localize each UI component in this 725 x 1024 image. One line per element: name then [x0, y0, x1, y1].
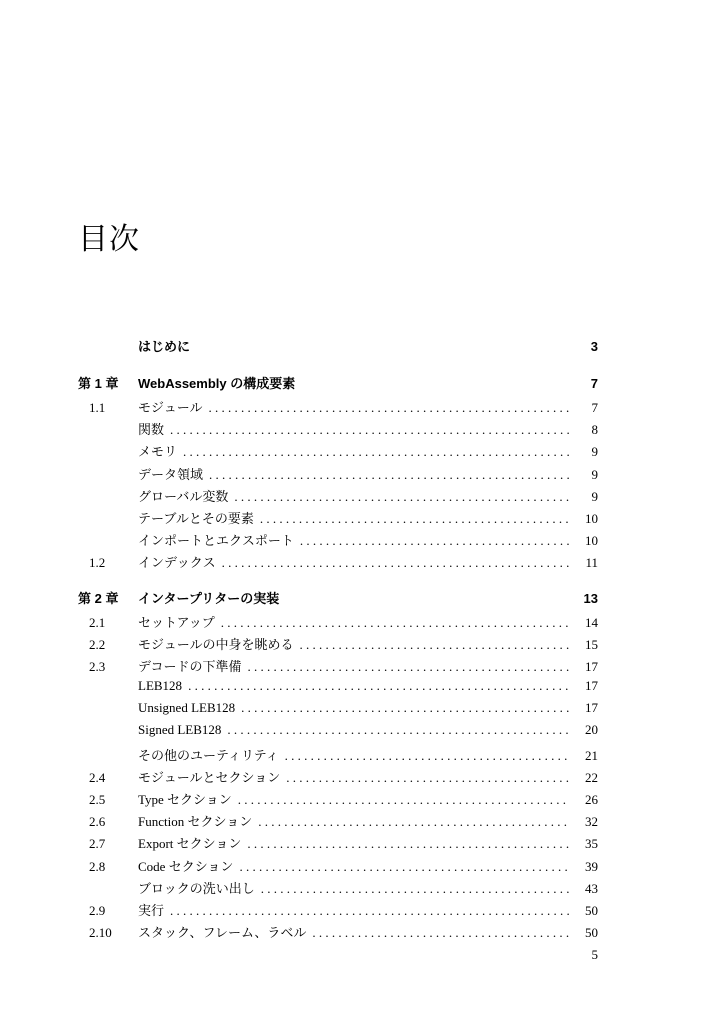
toc-dot-leader [238, 792, 570, 808]
toc-entry-page: 20 [585, 722, 598, 738]
toc-section-row[interactable] [78, 552, 598, 574]
toc-entry-number: 1.2 [89, 555, 106, 571]
toc-dot-leader [285, 748, 570, 764]
toc-entry-label: セットアップ [138, 614, 215, 630]
toc-entry-label: インポートとエクスポート [138, 533, 294, 549]
toc-section-row[interactable] [78, 678, 598, 700]
toc-section-row[interactable] [78, 722, 598, 744]
toc-entry-page: 7 [591, 400, 598, 415]
toc-dot-leader [234, 489, 570, 505]
toc-dot-leader [183, 444, 570, 460]
toc-entry-label: ブロックの洗い出し [138, 880, 255, 896]
toc-entry-label: モジュールの中身を眺める [138, 636, 294, 652]
toc-section-row[interactable] [78, 508, 598, 530]
toc-entry-page: 9 [591, 444, 598, 460]
toc-entry-number: 2.2 [89, 636, 106, 652]
toc-section-row[interactable] [78, 419, 598, 441]
toc-entry-page: 11 [585, 555, 598, 571]
page-number: 5 [591, 947, 598, 962]
toc-dot-leader [170, 422, 570, 438]
toc-entry-number: 2.4 [89, 769, 106, 785]
toc-section-row[interactable] [78, 441, 598, 463]
toc-section-row[interactable] [78, 530, 598, 552]
toc-entry-number: 2.3 [89, 658, 106, 674]
toc-entry-label: スタック、フレーム、ラベル [138, 925, 307, 941]
toc-dot-leader [221, 615, 570, 631]
toc-dot-leader [260, 511, 570, 527]
toc-dot-leader [222, 555, 570, 571]
toc-entry-label: Type セクション [138, 792, 232, 807]
toc-entry-number: 1.1 [89, 400, 106, 415]
toc-dot-leader [188, 678, 570, 694]
toc-section-row[interactable] [78, 878, 598, 900]
toc-dot-leader [300, 533, 570, 549]
toc-section-row[interactable] [78, 486, 598, 508]
toc-entry-label: 関数 [138, 422, 165, 438]
toc-entry-label: Code セクション [138, 858, 234, 874]
toc-entry-page: 14 [585, 614, 598, 630]
toc-entry-label: インデックス [138, 555, 216, 571]
toc-dot-leader [239, 859, 570, 875]
toc-entry-page: 17 [585, 658, 598, 674]
toc-entry-page: 50 [585, 902, 598, 918]
toc-entry-page: 3 [590, 339, 598, 354]
toc-entry-page: 35 [585, 836, 598, 852]
toc-entry-label: その他のユーティリティ [138, 747, 279, 763]
toc-entry-number: 第 1 章 [78, 376, 119, 391]
toc-section-row[interactable] [78, 464, 598, 486]
toc-section-row[interactable] [78, 789, 598, 811]
toc-entry-label: デコードの下準備 [138, 658, 242, 674]
toc-entry-number: 第 2 章 [78, 590, 119, 606]
toc-section-row[interactable] [78, 612, 598, 634]
toc-dot-leader [208, 400, 570, 416]
toc-entry-page: 17 [585, 678, 598, 694]
toc-section-row[interactable] [78, 397, 598, 419]
toc-entry-page: 22 [585, 769, 598, 785]
toc-entry-label: LEB128 [138, 678, 183, 694]
toc-section-row[interactable] [78, 922, 598, 944]
toc-entry-page: 26 [585, 792, 598, 807]
toc-entry-label: モジュール [138, 400, 203, 415]
toc-entry-number: 2.6 [89, 814, 106, 830]
toc-entry-label: WebAssembly の構成要素 [138, 376, 296, 391]
toc-entry-page: 39 [585, 858, 598, 874]
toc-entry-label: データ領域 [138, 466, 204, 482]
toc-entry-label: Export セクション [138, 836, 242, 852]
toc-section-row[interactable] [78, 634, 598, 656]
toc-dot-leader [286, 770, 570, 786]
toc-section-row[interactable] [78, 856, 598, 878]
toc-entry-label: はじめに [138, 339, 191, 354]
toc-entry-number: 2.8 [89, 858, 106, 874]
toc-section-row[interactable] [78, 900, 598, 922]
toc-dot-leader [258, 814, 570, 830]
page-title: 目次 [78, 222, 140, 257]
toc-entry-label: メモリ [138, 444, 178, 460]
toc-entry-number: 2.1 [89, 614, 106, 630]
toc-entry-page: 32 [585, 814, 598, 830]
toc-dot-leader [247, 659, 570, 675]
toc-section-row[interactable] [78, 811, 598, 833]
toc-entry-page: 10 [585, 533, 598, 549]
toc-entry-number: 2.7 [89, 836, 106, 852]
toc-entry-page: 7 [590, 376, 598, 391]
table-of-contents [78, 336, 598, 944]
toc-entry-label: Function セクション [138, 814, 253, 830]
toc-chapter-row[interactable] [78, 588, 598, 612]
toc-chapter-row[interactable] [78, 336, 598, 360]
toc-entry-page: 50 [585, 925, 598, 941]
toc-dot-leader [170, 903, 570, 919]
toc-dot-leader [299, 637, 570, 653]
toc-dot-leader [312, 925, 570, 941]
toc-entry-label: グローバル変数 [138, 488, 229, 504]
toc-dot-leader [247, 836, 570, 852]
toc-section-row[interactable] [78, 833, 598, 855]
toc-entry-label: Signed LEB128 [138, 722, 222, 738]
toc-entry-label: 実行 [138, 902, 165, 918]
toc-section-row[interactable] [78, 745, 598, 767]
toc-entry-label: モジュールとセクション [138, 769, 281, 785]
toc-entry-page: 8 [591, 422, 598, 438]
toc-entry-number: 2.9 [89, 902, 106, 918]
toc-entry-number: 2.10 [89, 925, 112, 941]
toc-entry-page: 13 [583, 590, 598, 606]
toc-section-row[interactable] [78, 656, 598, 678]
toc-dot-leader [227, 722, 570, 738]
toc-entry-label: テーブルとその要素 [138, 510, 254, 526]
toc-entry-page: 17 [585, 700, 598, 716]
toc-entry-label: インタープリターの実装 [138, 590, 280, 606]
toc-entry-page: 21 [585, 747, 598, 763]
toc-entry-page: 15 [585, 636, 598, 652]
toc-entry-page: 43 [585, 880, 598, 896]
toc-dot-leader [261, 881, 570, 897]
toc-section-row[interactable] [78, 700, 598, 722]
toc-chapter-row[interactable] [78, 373, 598, 397]
toc-entry-page: 9 [591, 488, 598, 504]
toc-dot-leader [241, 700, 570, 716]
toc-entry-page: 10 [585, 510, 598, 526]
toc-dot-leader [209, 467, 570, 483]
toc-section-row[interactable] [78, 767, 598, 789]
toc-entry-label: Unsigned LEB128 [138, 700, 236, 716]
toc-entry-page: 9 [591, 466, 598, 482]
toc-entry-number: 2.5 [89, 792, 106, 807]
